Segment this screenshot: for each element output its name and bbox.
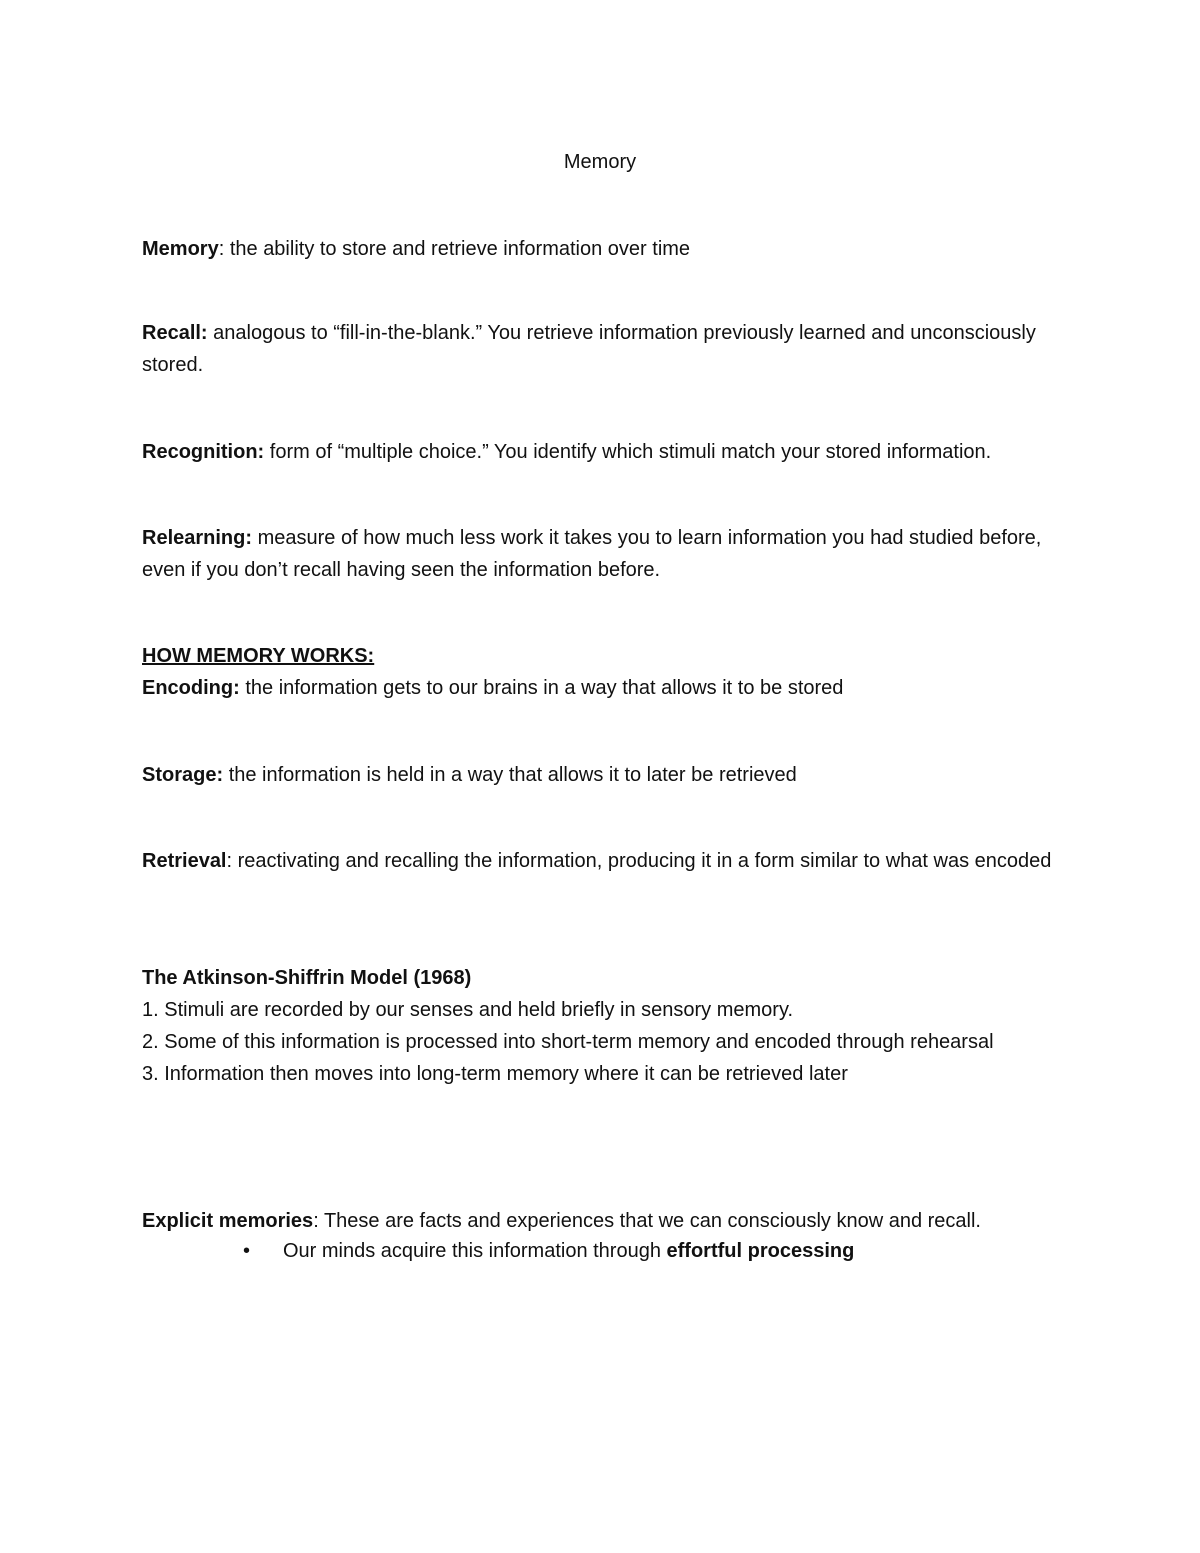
- definition-term: Storage:: [142, 764, 224, 786]
- definition-memory: [142, 233, 1062, 265]
- definition-term: Memory: [142, 238, 219, 260]
- definition-relearning: [142, 522, 1062, 586]
- definition-term: Relearning:: [142, 527, 253, 549]
- section-how-memory-works: [142, 640, 1062, 704]
- bullet-text-plain: Our minds acquire this information through: [283, 1240, 667, 1262]
- definition-text: analogous to “fill-in-the-blank.” You retrieve information previously learned and unconsciously stored.: [142, 322, 1036, 376]
- definition-text: measure of how much less work it takes you to learn information you had studied before, even if you don’t recall having seen the information before.: [142, 527, 1042, 581]
- list-item: 1. Stimuli are recorded by our senses and held briefly in sensory memory.: [142, 999, 794, 1021]
- definition-term: Encoding:: [142, 677, 240, 699]
- section-atkinson-shiffrin: [142, 962, 1062, 1090]
- definition-text: reactivating and recalling the information, producing it in a form similar to what was encoded: [237, 850, 1052, 872]
- page-title: Memory: [563, 151, 637, 173]
- bullet-text: [283, 1235, 854, 1267]
- bullet-icon: •: [243, 1240, 251, 1262]
- definition-separator: :: [226, 850, 238, 872]
- bullet-text-bold: effortful processing: [666, 1240, 855, 1262]
- definition-text: These are facts and experiences that we can consciously know and recall.: [323, 1210, 981, 1232]
- definition-term: Recognition:: [142, 441, 265, 463]
- definition-text: the ability to store and retrieve information over time: [229, 238, 691, 260]
- definition-explicit-memories: [142, 1205, 1102, 1237]
- list-item: 2. Some of this information is processed into short-term memory and encoded through rehearsal: [142, 1031, 994, 1053]
- definition-term: Explicit memories: [142, 1210, 314, 1232]
- definition-term: Recall:: [142, 322, 208, 344]
- definition-text: form of “multiple choice.” You identify which stimuli match your stored information.: [269, 441, 992, 463]
- definition-storage: [142, 759, 1062, 791]
- list-item: 3. Information then moves into long-term memory where it can be retrieved later: [142, 1063, 848, 1085]
- definition-recall: [142, 317, 1062, 381]
- definition-recognition: [142, 436, 1062, 468]
- definition-retrieval: [142, 845, 1062, 877]
- section-heading: HOW MEMORY WORKS:: [142, 645, 375, 667]
- definition-separator: :: [313, 1210, 324, 1232]
- definition-text: the information gets to our brains in a way that allows it to be stored: [245, 677, 844, 699]
- definition-text: the information is held in a way that allows it to later be retrieved: [228, 764, 797, 786]
- section-heading: The Atkinson-Shiffrin Model (1968): [142, 967, 472, 989]
- definition-term: Retrieval: [142, 850, 227, 872]
- definition-separator: :: [218, 238, 230, 260]
